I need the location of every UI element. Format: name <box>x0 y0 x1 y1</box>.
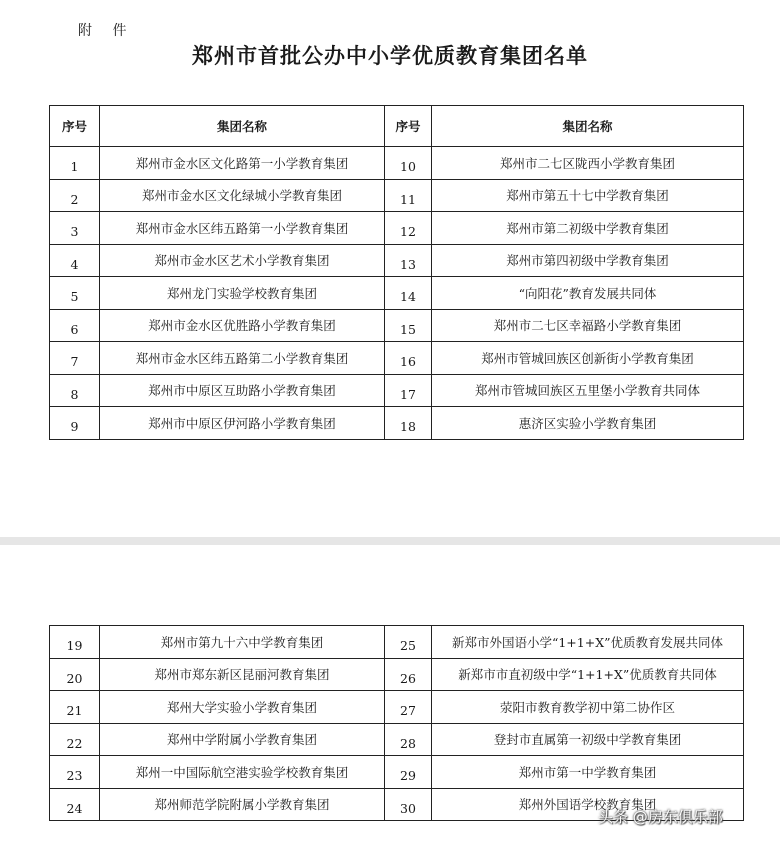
row-number: 12 <box>385 212 432 245</box>
row-number: 19 <box>50 626 100 659</box>
row-number: 21 <box>50 691 100 724</box>
row-number: 15 <box>385 309 432 342</box>
group-name: 新郑市外国语小学“1+1+X”优质教育发展共同体 <box>432 626 744 659</box>
row-number: 3 <box>50 212 100 245</box>
table-header-row <box>50 106 744 147</box>
table-body-1 <box>50 147 744 440</box>
table-row <box>50 691 744 724</box>
attachment-label: 附 件 <box>78 23 135 39</box>
row-number: 4 <box>50 244 100 277</box>
row-number: 5 <box>50 277 100 310</box>
table-body-2 <box>50 626 744 821</box>
group-name: 郑州市管城回族区创新街小学教育集团 <box>432 342 744 375</box>
group-name: 郑州市第四初级中学教育集团 <box>432 244 744 277</box>
row-number: 9 <box>50 407 100 440</box>
row-number: 6 <box>50 309 100 342</box>
group-name: 郑州市金水区文化路第一小学教育集团 <box>100 147 385 180</box>
row-number: 22 <box>50 723 100 756</box>
table-row <box>50 756 744 789</box>
row-number: 30 <box>385 788 432 821</box>
row-number: 17 <box>385 374 432 407</box>
group-name: 郑州一中国际航空港实验学校教育集团 <box>100 756 385 789</box>
row-number: 2 <box>50 179 100 212</box>
group-name: 郑州市管城回族区五里堡小学教育共同体 <box>432 374 744 407</box>
group-name: 郑州市第九十六中学教育集团 <box>100 626 385 659</box>
table-row <box>50 658 744 691</box>
row-number: 14 <box>385 277 432 310</box>
group-name: 郑州市金水区纬五路第一小学教育集团 <box>100 212 385 245</box>
row-number: 18 <box>385 407 432 440</box>
group-name: 郑州中学附属小学教育集团 <box>100 723 385 756</box>
row-number: 27 <box>385 691 432 724</box>
row-number: 7 <box>50 342 100 375</box>
group-name: 郑州市金水区纬五路第二小学教育集团 <box>100 342 385 375</box>
group-list-table-1 <box>49 105 744 440</box>
table-row <box>50 212 744 245</box>
group-name: 郑州市第一中学教育集团 <box>432 756 744 789</box>
group-name: 郑州市第五十七中学教育集团 <box>432 179 744 212</box>
group-name: 郑州大学实验小学教育集团 <box>100 691 385 724</box>
row-number: 8 <box>50 374 100 407</box>
group-name: 郑州市金水区艺术小学教育集团 <box>100 244 385 277</box>
group-name: 郑州市金水区优胜路小学教育集团 <box>100 309 385 342</box>
row-number: 11 <box>385 179 432 212</box>
group-name: 登封市直属第一初级中学教育集团 <box>432 723 744 756</box>
group-name: 郑州市中原区伊河路小学教育集团 <box>100 407 385 440</box>
group-list-table-2 <box>49 625 744 821</box>
header-no: 序号 <box>385 106 432 147</box>
group-name: 郑州市二七区幸福路小学教育集团 <box>432 309 744 342</box>
group-name: 郑州市中原区互助路小学教育集团 <box>100 374 385 407</box>
group-name: 郑州市郑东新区昆丽河教育集团 <box>100 658 385 691</box>
group-name: 新郑市市直初级中学“1+1+X”优质教育共同体 <box>432 658 744 691</box>
table-row <box>50 723 744 756</box>
row-number: 1 <box>50 147 100 180</box>
table-row <box>50 179 744 212</box>
header-name: 集团名称 <box>100 106 385 147</box>
group-name: 郑州外国语学校教育集团 <box>432 788 744 821</box>
group-name: 荥阳市教育教学初中第二协作区 <box>432 691 744 724</box>
table-row <box>50 309 744 342</box>
group-name: 郑州龙门实验学校教育集团 <box>100 277 385 310</box>
table-row <box>50 374 744 407</box>
table-row <box>50 277 744 310</box>
table-row <box>50 407 744 440</box>
group-name: 郑州市二七区陇西小学教育集团 <box>432 147 744 180</box>
page-title: 郑州市首批公办中小学优质教育集团名单 <box>192 44 588 68</box>
row-number: 25 <box>385 626 432 659</box>
page-gap <box>0 537 780 545</box>
group-name: “向阳花”教育发展共同体 <box>432 277 744 310</box>
row-number: 26 <box>385 658 432 691</box>
row-number: 28 <box>385 723 432 756</box>
header-name: 集团名称 <box>432 106 744 147</box>
group-name: 惠济区实验小学教育集团 <box>432 407 744 440</box>
row-number: 10 <box>385 147 432 180</box>
row-number: 13 <box>385 244 432 277</box>
group-name: 郑州师范学院附属小学教育集团 <box>100 788 385 821</box>
row-number: 23 <box>50 756 100 789</box>
row-number: 20 <box>50 658 100 691</box>
row-number: 29 <box>385 756 432 789</box>
header-no: 序号 <box>50 106 100 147</box>
table-row <box>50 147 744 180</box>
group-name: 郑州市金水区文化绿城小学教育集团 <box>100 179 385 212</box>
table-row <box>50 244 744 277</box>
row-number: 24 <box>50 788 100 821</box>
group-name: 郑州市第二初级中学教育集团 <box>432 212 744 245</box>
row-number: 16 <box>385 342 432 375</box>
watermark: 头条 @房东俱乐部 <box>598 808 723 826</box>
table-row <box>50 342 744 375</box>
table-row <box>50 626 744 659</box>
